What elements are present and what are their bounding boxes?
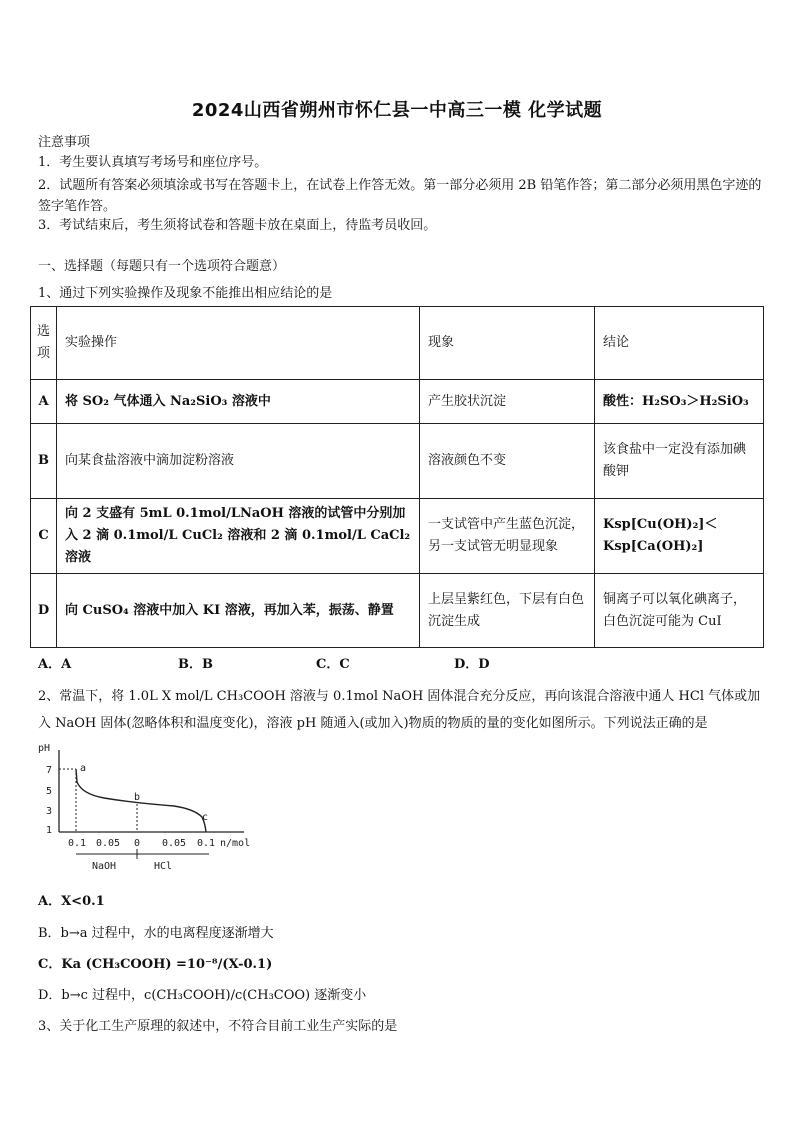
table-row: [31, 574, 764, 648]
header-conclusion: 结论: [595, 307, 764, 380]
note-item-3: 3．考试结束后，考生须将试卷和答题卡放在桌面上，待监考员收回。: [38, 218, 437, 233]
choice-b[interactable]: B．B: [178, 657, 213, 672]
ph-curve: [76, 769, 209, 832]
section-heading: 一、选择题（每题只有一个选项符合题意）: [38, 259, 286, 274]
choice-a[interactable]: A．A: [38, 657, 72, 672]
row-phenomenon: 上层呈紫红色，下层有白色沉淀生成: [420, 574, 595, 648]
x-axis-unit: n/mol: [220, 838, 251, 849]
ph-graph: [34, 742, 264, 874]
region-naoh-label: NaOH: [92, 861, 117, 872]
x-tick: 0.05: [162, 838, 187, 849]
choice-c[interactable]: C．C: [316, 657, 350, 672]
x-tick: 0: [134, 838, 141, 849]
row-option: C: [31, 499, 57, 574]
row-conclusion: 铜离子可以氧化碘离子，白色沉淀可能为 CuI: [595, 574, 764, 648]
choice-d[interactable]: D．D: [454, 657, 490, 672]
y-tick: 7: [46, 765, 53, 776]
q1-table: [30, 306, 764, 648]
point-a-label: a: [80, 763, 87, 774]
point-b-label: b: [134, 792, 141, 803]
y-axis-label: pH: [38, 743, 51, 754]
region-hcl-label: HCl: [154, 861, 173, 872]
header-phenomenon: 现象: [420, 307, 595, 380]
x-tick: 0.05: [96, 838, 121, 849]
row-option: D: [31, 574, 57, 648]
note-item-2: 2．试题所有答案必须填涂或书写在答题卡上，在试卷上作答无效。第一部分必须用 2B 铅笔作答；第二部分必须用黑色字迹的签字笔作答。: [38, 178, 762, 214]
x-tick: 0.1: [68, 838, 87, 849]
row-phenomenon: 产生胶状沉淀: [420, 380, 595, 424]
header-option: 选项: [31, 307, 57, 380]
point-c-label: c: [202, 812, 209, 823]
x-tick: 0.1: [197, 838, 216, 849]
row-option: B: [31, 424, 57, 499]
row-operation: 向某食盐溶液中滴加淀粉溶液: [57, 424, 420, 499]
y-tick: 1: [46, 825, 53, 836]
y-tick: 3: [46, 806, 53, 817]
q2-option-c[interactable]: C．Ka (CH₃COOH) =10⁻⁸/(X-0.1): [38, 957, 273, 972]
header-operation: 实验操作: [57, 307, 420, 380]
row-phenomenon: 溶液颜色不变: [420, 424, 595, 499]
q2-option-d[interactable]: D．b→c 过程中，c(CH₃COOH)/c(CH₃COO) 逐渐变小: [38, 988, 367, 1003]
q2-option-b[interactable]: B．b→a 过程中，水的电离程度逐渐增大: [38, 926, 274, 941]
q1-stem: 1、通过下列实验操作及现象不能推出相应结论的是: [38, 286, 333, 301]
row-option: A: [31, 380, 57, 424]
row-operation: 将 SO₂ 气体通入 Na₂SiO₃ 溶液中: [57, 380, 420, 424]
table-header-row: [31, 307, 764, 380]
table-row: [31, 380, 764, 424]
row-operation: 向 2 支盛有 5mL 0.1mol/LNaOH 溶液的试管中分别加入 2 滴 0.1mol/L CuCl₂ 溶液和 2 滴 0.1mol/L CaCl₂ 溶液: [57, 499, 420, 574]
row-phenomenon: 一支试管中产生蓝色沉淀，另一支试管无明显现象: [420, 499, 595, 574]
q2-stem: 2、常温下，将 1.0L X mol/L CH₃COOH 溶液与 0.1mol NaOH 固体混合充分反应，再向该混合溶液中通人 HCl 气体或加入 NaOH 固体(忽略体积和温度变化)，溶液 pH 随通入(或加入)物质的物质的量的变化如图所示。下列说法正确的是: [38, 689, 761, 731]
notes-heading: 注意事项: [38, 135, 91, 150]
table-row: [31, 424, 764, 499]
row-conclusion: 该食盐中一定没有添加碘酸钾: [595, 424, 764, 499]
table-row: [31, 499, 764, 574]
row-conclusion: 酸性：H₂SO₃＞H₂SiO₃: [595, 380, 764, 424]
exam-title: 2024山西省朔州市怀仁县一中高三一模 化学试题: [191, 100, 603, 121]
row-conclusion: Ksp[Cu(OH)₂]＜Ksp[Ca(OH)₂]: [595, 499, 764, 574]
q1-choices: [38, 653, 538, 671]
row-operation: 向 CuSO₄ 溶液中加入 KI 溶液，再加入苯，振荡、静置: [57, 574, 420, 648]
q3-stem: 3、关于化工生产原理的叙述中，不符合目前工业生产实际的是: [38, 1019, 398, 1034]
y-tick: 5: [46, 786, 53, 797]
q2-option-a[interactable]: A．X<0.1: [38, 894, 105, 909]
note-item-1: 1．考生要认真填写考场号和座位序号。: [38, 155, 268, 170]
